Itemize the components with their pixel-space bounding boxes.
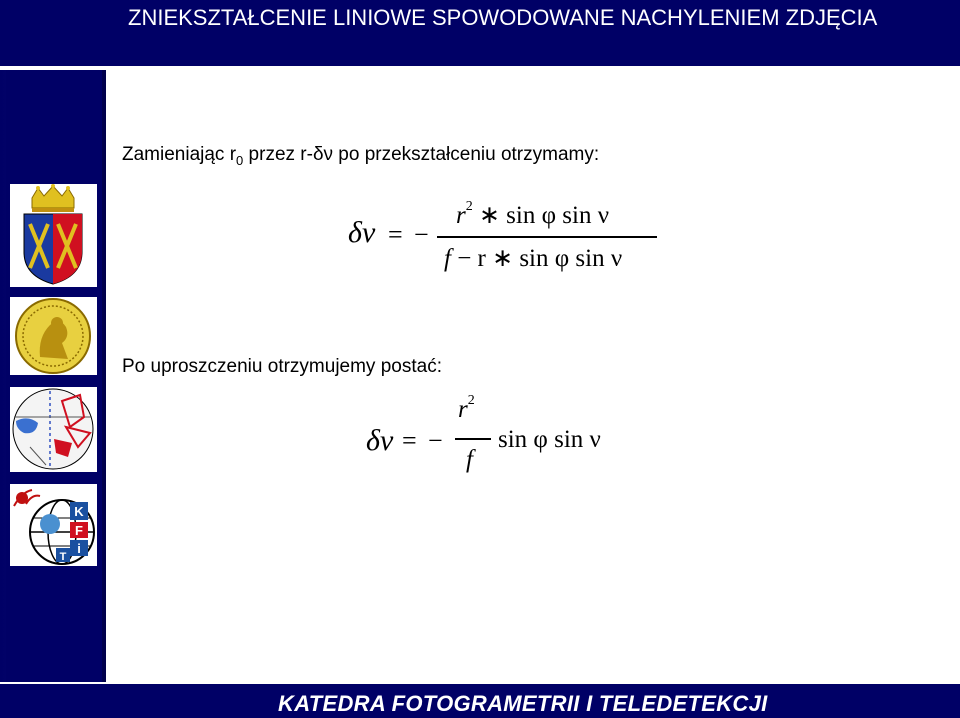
coat-of-arms-icon: [10, 184, 97, 287]
eq1-numerator: $r^2$ ∗ sin φ sin ν: [456, 198, 610, 229]
eq1-lhs: δν: [348, 216, 376, 249]
eq2-fraction-bar: [455, 438, 491, 440]
eq2-lhs: δν: [366, 424, 394, 457]
eq2-trig-terms: sin φ sin ν: [498, 426, 601, 453]
kfit-letter-k: K: [74, 504, 84, 519]
eq2-minus: −: [428, 426, 443, 455]
eq1-denominator: f − r ∗ sin φ sin ν: [444, 245, 623, 272]
eq1-equals: =: [388, 220, 403, 249]
title-separator: [0, 66, 960, 70]
eq2-denominator: f: [466, 446, 473, 473]
kfit-letter-t: T: [59, 551, 67, 563]
gold-medallion-icon: [10, 297, 97, 375]
intro-text: Zamieniając $r_0$ przez r-δν po przekształceniu otrzymamy:: [122, 144, 600, 168]
footer-label: KATEDRA FOTOGRAMETRII I TELEDETEKCJI: [278, 691, 768, 716]
eq2-numerator: $r^2$: [458, 392, 475, 423]
eq1-fraction-bar: [437, 236, 657, 238]
slide-title: ZNIEKSZTAŁCENIE LINIOWE SPOWODOWANE NACHYLENIEM ZDJĘCIA: [128, 5, 878, 30]
map-icon: [10, 387, 97, 472]
kfit-letter-f: F: [75, 523, 83, 538]
kfit-letter-i: i: [77, 541, 81, 556]
kfit-globe-icon: [10, 484, 97, 566]
eq2-equals: =: [402, 426, 417, 455]
simplified-text: Po uproszczeniu otrzymujemy postać:: [122, 356, 442, 377]
left-sidebar: [0, 70, 106, 682]
eq1-minus: −: [414, 220, 429, 249]
